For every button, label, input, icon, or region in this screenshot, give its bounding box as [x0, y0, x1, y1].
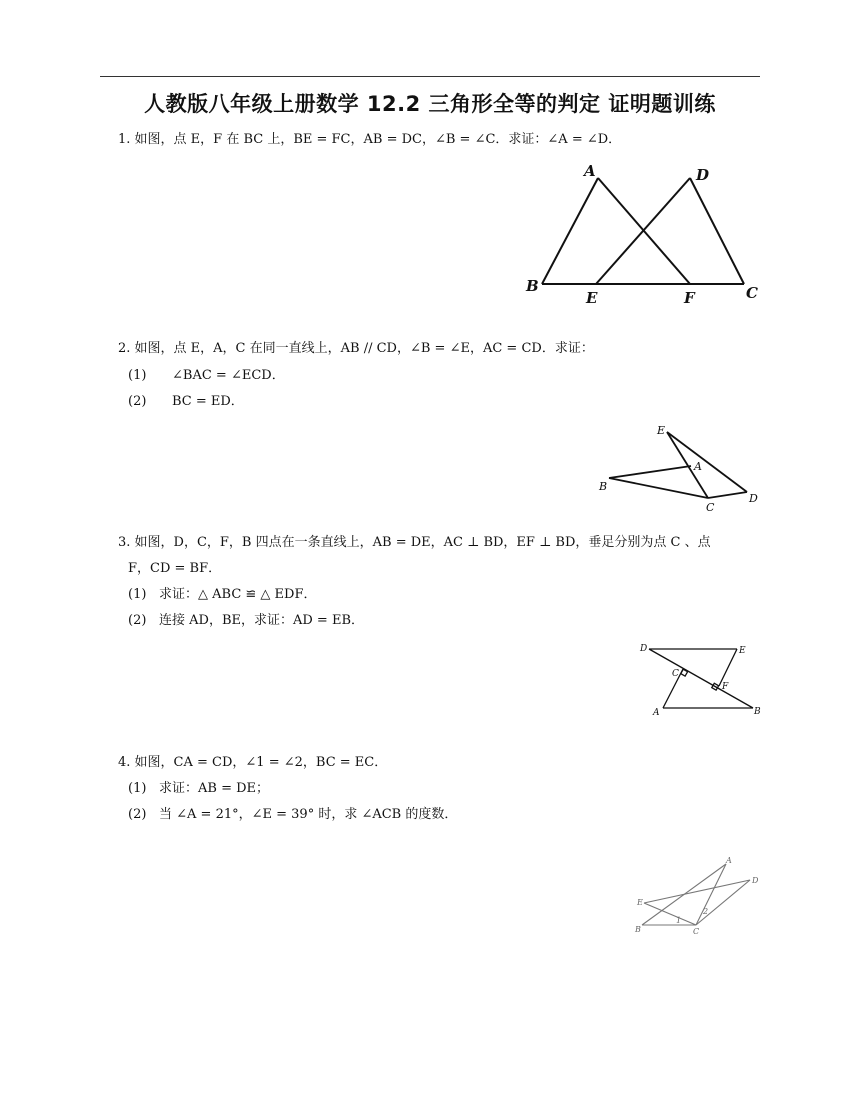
problem-2-figure: [595, 420, 765, 515]
problem-3-statement: [118, 534, 711, 552]
problem-4-part-1: (1) 求证：AB = DE；: [128, 781, 270, 796]
label-a: A: [694, 460, 702, 473]
problem-4-statement: [118, 754, 387, 772]
problem-1-figure: [520, 160, 770, 310]
label-c: C: [746, 284, 758, 302]
segment-ed: [667, 432, 747, 492]
problem-1-text: 如图，点 E，F 在 BC 上，BE = FC，AB = DC，∠B = ∠C．求证：∠A = ∠D．: [134, 132, 622, 147]
segment-ec: [644, 903, 696, 925]
segment-ed: [644, 880, 750, 903]
problem-3-figure: [635, 640, 770, 720]
page-title: 人教版八年级上册数学 12.2 三角形全等的判定 证明题训练: [144, 92, 716, 116]
problem-2-text: 如图，点 E，A，C 在同一直线上，AB // CD，∠B = ∠E，AC = CD．求证：: [134, 341, 594, 356]
problem-2-part-1: (1) ∠BAC = ∠ECD．: [128, 368, 285, 383]
label-c: C: [706, 501, 715, 514]
problem-1-number: 1.: [118, 132, 131, 147]
problem-3-text-line-1: 如图，D，C，F，B 四点在一条直线上，AB = DE，AC ⊥ BD，EF ⊥ BD，垂足分别为点 C 、点: [134, 535, 711, 550]
segment-dc: [690, 178, 744, 284]
problem-2-number: 2.: [118, 341, 131, 356]
label-c: C: [693, 927, 700, 936]
label-b: B: [599, 480, 608, 493]
problem-1-statement: [118, 131, 621, 149]
label-e: E: [586, 289, 598, 307]
problem-4-part-2: (2) 当 ∠A = 21°，∠E = 39° 时，求 ∠ACB 的度数．: [128, 807, 458, 822]
label-f: F: [722, 682, 729, 692]
label-c: C: [672, 669, 679, 679]
segment-cd: [708, 492, 747, 498]
segment-ef: [719, 649, 737, 686]
problem-2-part-2: (2) BC = ED．: [128, 394, 244, 409]
problem-3-part-2: (2) 连接 AD，BE，求证：AD = EB．: [128, 613, 364, 628]
problem-3-number: 3.: [118, 535, 131, 550]
label-d: D: [640, 644, 648, 654]
label-e: E: [657, 424, 666, 437]
label-d: D: [749, 492, 758, 505]
problem-4-number: 4.: [118, 755, 131, 770]
label-f: F: [684, 289, 695, 307]
label-e: E: [739, 646, 746, 656]
label-d: D: [696, 166, 710, 184]
angle-label-2: 2: [703, 907, 709, 916]
label-b: B: [526, 277, 539, 295]
segment-ca: [696, 864, 726, 925]
problem-2-statement: [118, 340, 594, 358]
problem-4-figure: [630, 852, 770, 937]
label-b: B: [754, 707, 761, 717]
label-d: D: [752, 876, 759, 885]
angle-label-1: 1: [676, 916, 682, 925]
problem-4-text: 如图，CA = CD，∠1 = ∠2，BC = EC．: [134, 755, 388, 770]
label-b: B: [635, 925, 641, 934]
segment-db: [649, 649, 753, 708]
problem-3-part-1: (1) 求证：△ ABC ≌ △ EDF．: [128, 587, 317, 602]
label-a: A: [726, 856, 732, 865]
segment-ba: [609, 466, 691, 478]
label-a: A: [653, 708, 660, 718]
segment-ab: [542, 178, 598, 284]
header-rule: [100, 76, 760, 77]
problem-3-text-line-2: F，CD = BF．: [128, 561, 222, 576]
segment-cd: [696, 880, 750, 925]
label-e: E: [637, 898, 643, 907]
label-a: A: [584, 162, 596, 180]
segment-bc: [609, 478, 708, 498]
